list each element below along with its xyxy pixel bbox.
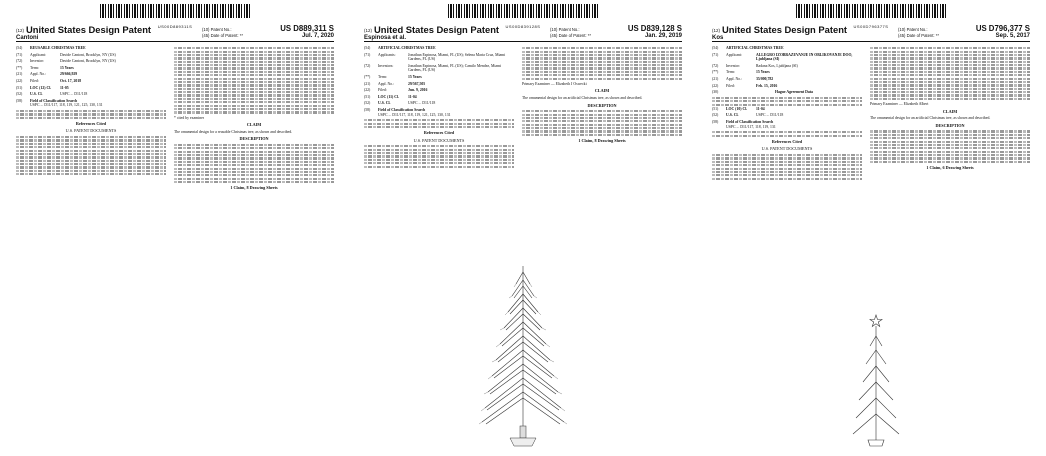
biblio-column: (54) ARTIFICIAL CHRISTMAS TREE (71) Applicant: ALLEGRO IZOBRAZEVANJE IN OBLIKOVANJE DOO, Ljubljana (SI) (72) Inventor: Radana Kos, Ljubljana (SI) (**) Term: 15 Years (21) Appl. No.: 35/000,782 (22) Filed: Feb. 15, 2016 (30) Hague Agreement Data (51) LOC (10) Cl. 11-04 (52) U.S. Cl. USPC ... D11/118 (58) Field of Classification Search USPC ... D11/117, 118, 119, 131 References Cited U.S. PATENT DOCUMENTS: [712, 46, 862, 181]
claim-heading: CLAIM: [594, 88, 610, 94]
field-row: (22) Filed: Oct. 17, 2018: [16, 78, 82, 83]
field-row: (71) Applicant: Davide Cantoni, Brooklyn, NY (US): [16, 52, 116, 57]
references-heading: References Cited: [423, 130, 455, 136]
references-heading: References Cited: [771, 138, 803, 144]
patent-header: (12) United States Design Patent Cantoni (10) Patent No.: US D889,311 S (45) Date of Patent: ** Jul. 7, 2020: [16, 24, 334, 41]
patent-header: (12) United States Design Patent Espinosa et al. (10) Patent No.: US D839,128 S (45) Date of Patent: ** Jan. 29, 2019: [364, 24, 682, 41]
inventor-short: Cantoni: [16, 35, 39, 41]
barcode: [796, 4, 946, 18]
barcode: [448, 4, 598, 18]
us-docs-heading: U.S. PATENT DOCUMENTS: [65, 128, 117, 134]
christmas-tree-figure: [846, 312, 906, 452]
field-row: (52) U.S. Cl. USPC ... D11/118: [16, 92, 88, 97]
patent-date: Jan. 29, 2019: [644, 33, 682, 39]
claim-heading: CLAIM: [246, 122, 262, 128]
christmas-tree-figure: [478, 262, 568, 452]
patent-title: United States Design Patent: [722, 24, 848, 35]
claims-sheets: 1 Claim, 8 Drawing Sheets: [578, 137, 626, 143]
claims-sheets: 1 Claim, 6 Drawing Sheets: [926, 164, 974, 170]
claim-heading: CLAIM: [942, 108, 958, 114]
references-heading: References Cited: [75, 120, 107, 126]
field-row: (51) LOC (12) Cl. 11-05: [16, 85, 69, 90]
barcode-number: US00D796377S: [853, 24, 889, 29]
patent-header: (12) United States Design Patent Kos (10) Patent No.: US D796,377 S (45) Date of Patent: ** Sep. 5, 2017: [712, 24, 1030, 41]
description-heading: DESCRIPTION: [239, 136, 269, 142]
barcode-number: US00D889311S: [157, 24, 193, 29]
claims-column: [174, 46, 334, 193]
patent-page-3: [706, 0, 1036, 456]
us-docs-heading: U.S. PATENT DOCUMENTS: [761, 146, 813, 152]
patent-page-2: [358, 0, 688, 456]
field-row: (58) Field of Classification Search USPC ... D11/117, 118, 119, 121, 125, 130, 131: [16, 98, 103, 108]
patent-title: United States Design Patent: [374, 24, 500, 35]
claims-column: [870, 46, 1030, 246]
us-docs-heading: U.S. PATENT DOCUMENTS: [413, 137, 465, 143]
field-row: (54) REUSABLE CHRISTMAS TREE: [16, 46, 86, 50]
examiner: Primary Examiner — Elizabeth J Oswecki: [522, 81, 587, 86]
patent-title: United States Design Patent: [26, 24, 152, 35]
inventor-short: Espinosa et al.: [364, 35, 407, 41]
barcode: [100, 4, 250, 18]
biblio-column: [16, 46, 166, 177]
patent-number: US D839,128 S: [627, 24, 682, 33]
claim-text: The ornamental design for an artificial Christmas tree, as shown and described.: [522, 95, 643, 100]
claim-text: The ornamental design for a reusable Christmas tree, as shown and described.: [174, 129, 293, 134]
patent-page-1: [10, 0, 340, 456]
examiner: * cited by examiner: [174, 115, 205, 120]
field-row: (21) Appl. No.: 29/666,929: [16, 72, 78, 77]
barcode-number: US00D839128S: [505, 24, 541, 29]
patent-date: Sep. 5, 2017: [995, 33, 1030, 39]
examiner: Primary Examiner — Elizabeth Albert: [870, 102, 929, 106]
description-heading: DESCRIPTION: [587, 102, 617, 108]
biblio-column: (54) ARTIFICIAL CHRISTMAS TREE (71) Applicants: Jonathan Espinosa, Miami, FL (US); Selena Maria Cruz, Miami Gardens, FL (US) (72) Inventors: Jonathan Espinosa, Miami, FL (US); Camilo Mendez, Miami Gardens, FL (US) (**) Term: 15 Years (21) Appl. No.: 29/567,505 (22) Filed: Jun. 9, 2016 (51) LOC (11) Cl. 11-04 (52) U.S. Cl. USPC ... D11/118 (58) Field of Classification Search USPC ... D11/117, 118, 119, 121, 125, 130, 131 References Cited U.S. PATENT DOCUMENTS: [364, 46, 514, 169]
field-row: (72) Inventor: Davide Cantoni, Brooklyn, NY (US): [16, 59, 116, 64]
description-heading: DESCRIPTION: [935, 122, 965, 128]
patent-number: US D889,311 S: [280, 24, 334, 33]
claim-text: The ornamental design for an artificial Christmas tree, as shown and described.: [870, 116, 991, 121]
patent-number: US D796,377 S: [975, 24, 1030, 33]
claims-column: [522, 46, 682, 236]
inventor-short: Kos: [712, 35, 724, 41]
claims-sheets: 1 Claim, 8 Drawing Sheets: [230, 185, 278, 191]
field-row: (**) Term: 15 Years: [16, 65, 74, 70]
patent-date: Jul. 7, 2020: [301, 33, 334, 39]
